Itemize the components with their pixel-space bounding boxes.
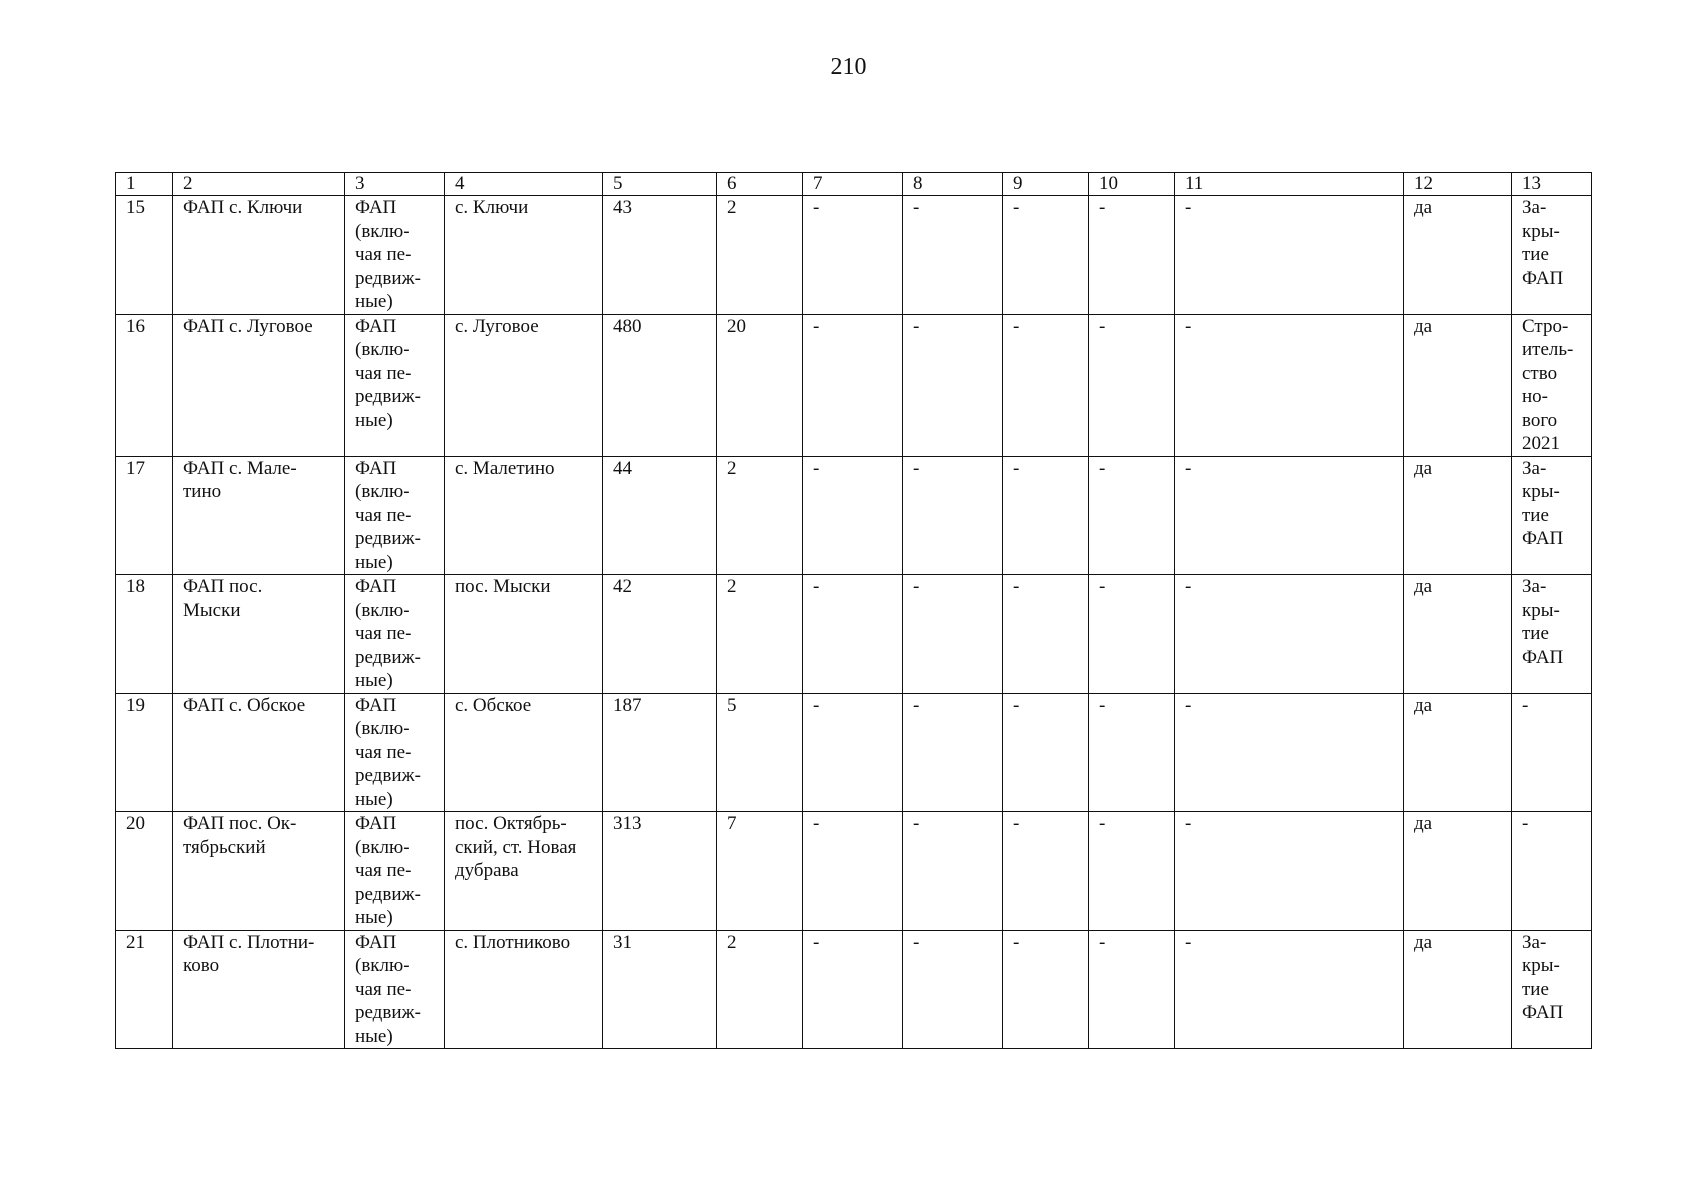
table-cell-col-9: - xyxy=(1003,930,1089,1049)
table-cell-col-5: 44 xyxy=(603,456,717,575)
table-cell-col-12: да xyxy=(1404,456,1512,575)
table-cell-col-11: - xyxy=(1175,196,1404,315)
cell-line: чая пе- xyxy=(355,362,412,384)
table-cell-col-1: 16 xyxy=(116,314,173,456)
table-cell-col-12: да xyxy=(1404,693,1512,812)
table-body xyxy=(116,173,1592,1049)
cell-line: ФАП xyxy=(1522,528,1564,549)
cell-line: пос. Октябрь- xyxy=(455,813,567,834)
table-cell-col-4 xyxy=(445,314,603,456)
cell-line: - xyxy=(1522,813,1529,834)
cell-line: редвиж- xyxy=(355,883,421,905)
table-cell-col-5: 43 xyxy=(603,196,717,315)
table-cell-col-2 xyxy=(173,196,345,315)
table-cell-col-4 xyxy=(445,575,603,694)
cell-line: чая пе- xyxy=(355,623,412,644)
table-cell-col-6: 7 xyxy=(717,812,803,931)
table-cell-col-2 xyxy=(173,693,345,812)
cell-line: (вклю- xyxy=(355,718,410,739)
cell-line: тябрьский xyxy=(183,836,266,858)
table-cell-col-13 xyxy=(1512,812,1592,931)
cell-line: итель- xyxy=(1522,339,1574,360)
table-cell-col-6: 2 xyxy=(717,456,803,575)
table-row xyxy=(116,456,1592,575)
table-cell-col-3 xyxy=(345,575,445,694)
cell-line: ные) xyxy=(355,907,393,928)
table-cell-col-13 xyxy=(1512,930,1592,1049)
cell-line: ные) xyxy=(355,409,393,431)
cell-line: ский, ст. Новая xyxy=(455,836,577,858)
cell-line: пос. Мыски xyxy=(455,576,551,597)
cell-line: Мыски xyxy=(183,599,241,621)
header-cell-8: 8 xyxy=(903,173,1003,196)
cell-line: редвиж- xyxy=(355,528,421,549)
cell-line: За- xyxy=(1522,457,1547,479)
table-cell-col-8: - xyxy=(903,812,1003,931)
table-cell-col-10: - xyxy=(1089,930,1175,1049)
cell-line: За- xyxy=(1522,576,1547,597)
table-cell-col-9: - xyxy=(1003,456,1089,575)
cell-line: тие xyxy=(1522,244,1549,265)
cell-line: ные) xyxy=(355,551,393,573)
header-cell-12: 12 xyxy=(1404,173,1512,196)
cell-line: (вклю- xyxy=(355,599,410,621)
table-cell-col-9: - xyxy=(1003,314,1089,456)
cell-line: ФАП пос. xyxy=(183,576,263,597)
cell-line: (вклю- xyxy=(355,339,410,360)
table-cell-col-5: 187 xyxy=(603,693,717,812)
header-cell-7: 7 xyxy=(803,173,903,196)
table-header-row xyxy=(116,173,1592,196)
header-cell-4: 4 xyxy=(445,173,603,196)
header-cell-6: 6 xyxy=(717,173,803,196)
table-cell-col-6: 2 xyxy=(717,575,803,694)
table-cell-col-5: 313 xyxy=(603,812,717,931)
header-cell-5: 5 xyxy=(603,173,717,196)
table-cell-col-7: - xyxy=(803,196,903,315)
cell-line: ные) xyxy=(355,1025,393,1047)
table-cell-col-4 xyxy=(445,456,603,575)
table-cell-col-1: 20 xyxy=(116,812,173,931)
table-cell-col-7: - xyxy=(803,693,903,812)
cell-line: ФАП xyxy=(355,813,397,834)
table-cell-col-4 xyxy=(445,196,603,315)
table-row xyxy=(116,812,1592,931)
cell-line: тие xyxy=(1522,978,1549,1000)
table-cell-col-5: 31 xyxy=(603,930,717,1049)
header-cell-10: 10 xyxy=(1089,173,1175,196)
table-cell-col-13 xyxy=(1512,575,1592,694)
table-cell-col-1: 18 xyxy=(116,575,173,694)
cell-line: ФАП xyxy=(1522,646,1564,668)
table-row xyxy=(116,693,1592,812)
cell-line: дубрава xyxy=(455,860,519,881)
table-cell-col-2 xyxy=(173,456,345,575)
cell-line: ФАП xyxy=(355,197,397,218)
header-cell-11: 11 xyxy=(1175,173,1404,196)
header-cell-2: 2 xyxy=(173,173,345,196)
table-cell-col-1: 17 xyxy=(116,456,173,575)
table-cell-col-9: - xyxy=(1003,812,1089,931)
cell-line: кры- xyxy=(1522,220,1560,242)
cell-line: с. Малетино xyxy=(455,457,555,479)
table-cell-col-2 xyxy=(173,314,345,456)
cell-line: 2021 xyxy=(1522,433,1560,454)
cell-line: (вклю- xyxy=(355,220,410,242)
table-cell-col-11: - xyxy=(1175,930,1404,1049)
table-cell-col-12: да xyxy=(1404,930,1512,1049)
table-cell-col-6: 5 xyxy=(717,693,803,812)
table-cell-col-10: - xyxy=(1089,456,1175,575)
table-cell-col-1: 15 xyxy=(116,196,173,315)
table-cell-col-6: 20 xyxy=(717,314,803,456)
table-cell-col-4 xyxy=(445,693,603,812)
table-cell-col-12: да xyxy=(1404,812,1512,931)
cell-line: кры- xyxy=(1522,955,1560,976)
table-cell-col-5: 42 xyxy=(603,575,717,694)
data-table xyxy=(115,172,1592,1049)
table-cell-col-13 xyxy=(1512,314,1592,456)
table-cell-col-10: - xyxy=(1089,314,1175,456)
table-cell-col-12: да xyxy=(1404,575,1512,694)
cell-line: ФАП с. Мале- xyxy=(183,457,297,479)
cell-line: чая пе- xyxy=(355,978,412,1000)
cell-line: ФАП xyxy=(355,576,397,597)
cell-line: кры- xyxy=(1522,599,1560,621)
cell-line: с. Ключи xyxy=(455,197,529,218)
table-cell-col-8: - xyxy=(903,456,1003,575)
cell-line: редвиж- xyxy=(355,765,421,786)
cell-line: ково xyxy=(183,955,220,976)
cell-line: (вклю- xyxy=(355,836,410,858)
cell-line: ФАП xyxy=(355,694,397,716)
cell-line: ФАП xyxy=(1522,267,1564,289)
table-cell-col-3 xyxy=(345,456,445,575)
cell-line: ФАП пос. Ок- xyxy=(183,813,297,834)
cell-line: редвиж- xyxy=(355,646,421,668)
table-cell-col-3 xyxy=(345,812,445,931)
cell-line: (вклю- xyxy=(355,955,410,976)
cell-line: с. Плотниково xyxy=(455,931,571,953)
header-cell-13: 13 xyxy=(1512,173,1592,196)
cell-line: чая пе- xyxy=(355,244,412,265)
table-cell-col-6: 2 xyxy=(717,196,803,315)
table-cell-col-9: - xyxy=(1003,693,1089,812)
table-cell-col-8: - xyxy=(903,693,1003,812)
cell-line: редвиж- xyxy=(355,1002,421,1023)
table-cell-col-7: - xyxy=(803,456,903,575)
cell-line: чая пе- xyxy=(355,860,412,881)
cell-line: ФАП с. Плотни- xyxy=(183,931,315,953)
table-cell-col-11: - xyxy=(1175,314,1404,456)
table-cell-col-10: - xyxy=(1089,575,1175,694)
table-cell-col-8: - xyxy=(903,196,1003,315)
table-cell-col-1: 21 xyxy=(116,930,173,1049)
cell-line: ФАП с. Луговое xyxy=(183,315,313,337)
table-cell-col-9: - xyxy=(1003,196,1089,315)
table-cell-col-2 xyxy=(173,575,345,694)
table-cell-col-10: - xyxy=(1089,812,1175,931)
cell-line: но- xyxy=(1522,386,1548,407)
table-cell-col-7: - xyxy=(803,930,903,1049)
cell-line: кры- xyxy=(1522,481,1560,502)
cell-line: (вклю- xyxy=(355,481,410,502)
cell-line: За- xyxy=(1522,197,1547,218)
table-cell-col-3 xyxy=(345,196,445,315)
table-cell-col-13 xyxy=(1512,456,1592,575)
header-cell-3: 3 xyxy=(345,173,445,196)
table-cell-col-8: - xyxy=(903,314,1003,456)
table-cell-col-5: 480 xyxy=(603,314,717,456)
cell-line: ные) xyxy=(355,291,393,312)
cell-line: чая пе- xyxy=(355,504,412,526)
cell-line: тино xyxy=(183,481,222,502)
table-cell-col-3 xyxy=(345,693,445,812)
table-cell-col-13 xyxy=(1512,196,1592,315)
cell-line: с. Обское xyxy=(455,694,532,716)
table-cell-col-1: 19 xyxy=(116,693,173,812)
cell-line: Стро- xyxy=(1522,315,1569,337)
cell-line: редвиж- xyxy=(355,267,421,289)
table-cell-col-12: да xyxy=(1404,196,1512,315)
table-cell-col-10: - xyxy=(1089,693,1175,812)
table-cell-col-4 xyxy=(445,812,603,931)
cell-line: вого xyxy=(1522,409,1558,431)
table-cell-col-3 xyxy=(345,314,445,456)
table-cell-col-13 xyxy=(1512,693,1592,812)
header-cell-9: 9 xyxy=(1003,173,1089,196)
table-cell-col-8: - xyxy=(903,930,1003,1049)
cell-line: редвиж- xyxy=(355,386,421,407)
table-cell-col-11: - xyxy=(1175,812,1404,931)
cell-line: ные) xyxy=(355,788,393,810)
table-cell-col-11: - xyxy=(1175,693,1404,812)
table-cell-col-6: 2 xyxy=(717,930,803,1049)
cell-line: ФАП с. Обское xyxy=(183,694,306,716)
table-row xyxy=(116,575,1592,694)
table-cell-col-11: - xyxy=(1175,456,1404,575)
cell-line: За- xyxy=(1522,931,1547,953)
table-row xyxy=(116,930,1592,1049)
cell-line: ФАП xyxy=(355,457,397,479)
table-cell-col-8: - xyxy=(903,575,1003,694)
cell-line: ФАП xyxy=(1522,1002,1564,1023)
cell-line: ство xyxy=(1522,362,1558,384)
table-cell-col-7: - xyxy=(803,575,903,694)
table-cell-col-10: - xyxy=(1089,196,1175,315)
cell-line: тие xyxy=(1522,504,1549,526)
cell-line: с. Луговое xyxy=(455,315,539,337)
cell-line: ФАП с. Ключи xyxy=(183,197,303,218)
table-cell-col-7: - xyxy=(803,812,903,931)
cell-line: ные) xyxy=(355,670,393,691)
cell-line: тие xyxy=(1522,623,1549,644)
header-cell-1: 1 xyxy=(116,173,173,196)
table-cell-col-4 xyxy=(445,930,603,1049)
cell-line: ФАП xyxy=(355,931,397,953)
table-row xyxy=(116,314,1592,456)
cell-line: чая пе- xyxy=(355,741,412,763)
table-cell-col-11: - xyxy=(1175,575,1404,694)
table-cell-col-2 xyxy=(173,930,345,1049)
table-cell-col-12: да xyxy=(1404,314,1512,456)
table-cell-col-9: - xyxy=(1003,575,1089,694)
table-row xyxy=(116,196,1592,315)
table-cell-col-3 xyxy=(345,930,445,1049)
page-number: 210 xyxy=(830,54,867,80)
cell-line: ФАП xyxy=(355,315,397,337)
table-cell-col-2 xyxy=(173,812,345,931)
table-cell-col-7: - xyxy=(803,314,903,456)
cell-line: - xyxy=(1522,694,1529,716)
